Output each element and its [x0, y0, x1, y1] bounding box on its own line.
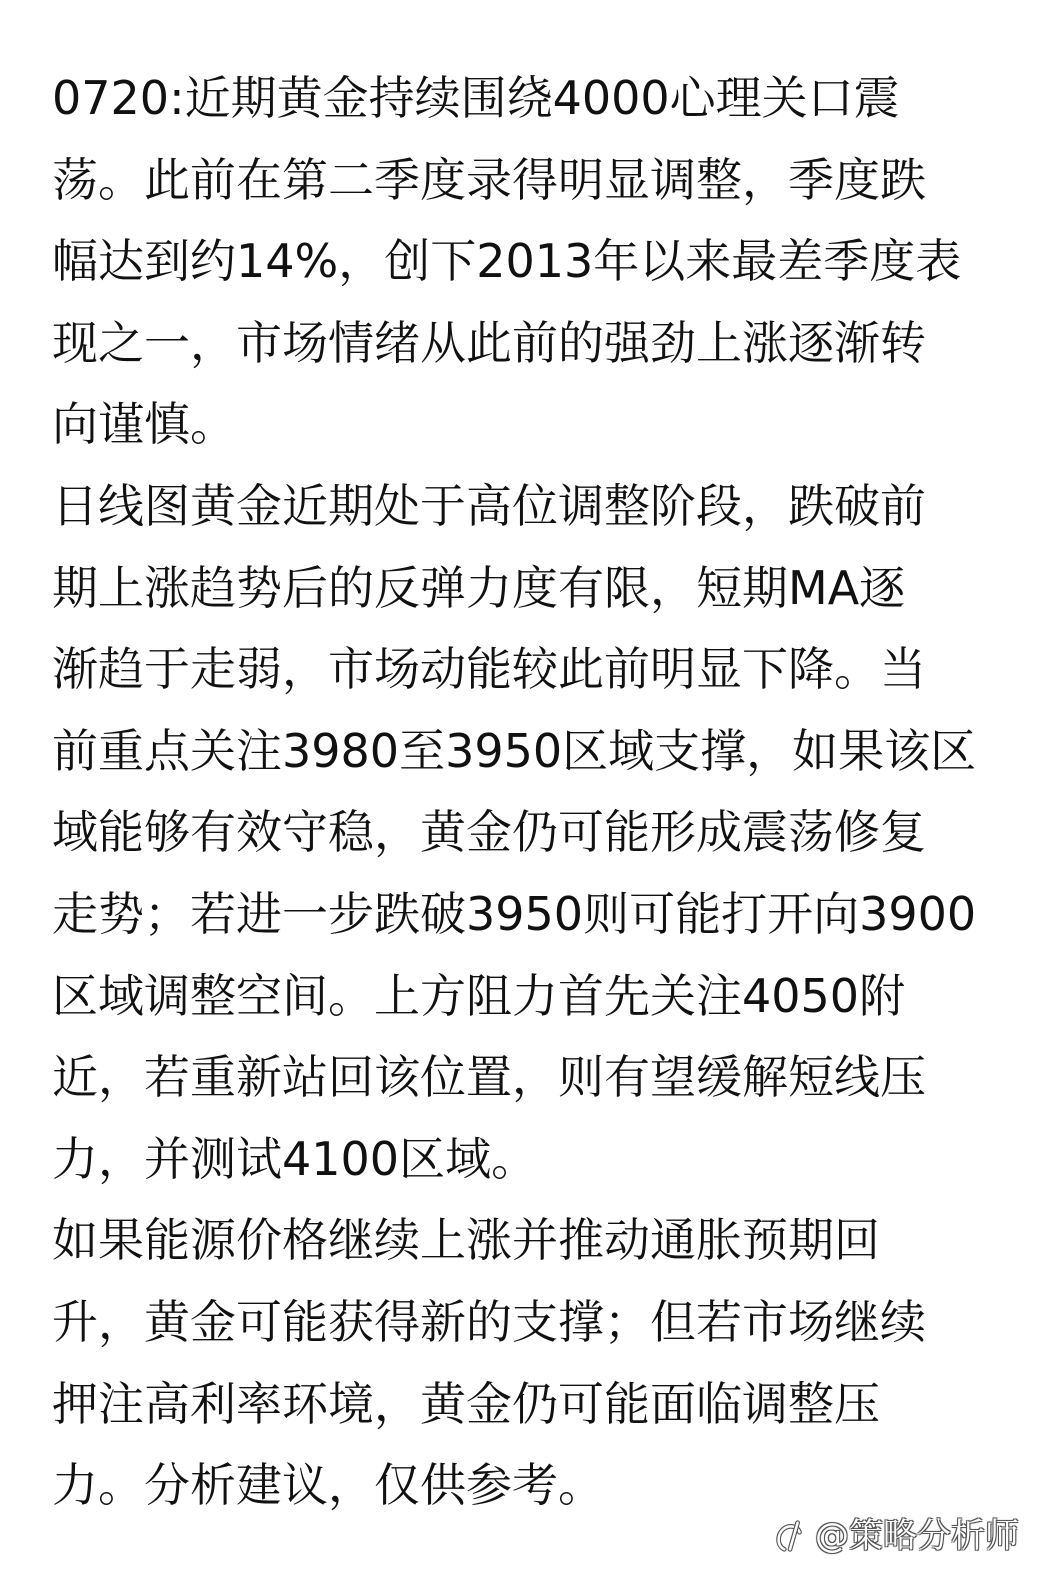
- article-line: 0720:近期黄金持续围绕4000心理关口震: [52, 71, 900, 125]
- article-line: 如果能源价格继续上涨并推动通胀预期回: [52, 1213, 880, 1268]
- article-body: [52, 58, 992, 1527]
- article-line: 前重点关注3980至3950区域支撑，如果该区: [52, 723, 977, 778]
- watermark: [771, 1516, 1019, 1556]
- article-line: 力，并测试4100区域。: [52, 1131, 538, 1186]
- article-line: 向谨慎。: [52, 397, 236, 452]
- article-line: 走势；若进一步跌破3950则可能打开向3900: [52, 886, 977, 941]
- article-line: 现之一，市场情绪从此前的强劲上涨逐渐转: [52, 315, 926, 370]
- article-line: 升，黄金可能获得新的支撑；但若市场继续: [52, 1294, 926, 1349]
- article-line: 荡。此前在第二季度录得明显调整，季度跌: [52, 152, 926, 207]
- article-line: 日线图黄金近期处于高位调整阶段，跌破前: [52, 478, 926, 533]
- article-line: 域能够有效守稳，黄金仍可能形成震荡修复: [52, 805, 926, 860]
- article-line: 近，若重新站回该位置，则有望缓解短线压: [52, 1050, 926, 1105]
- article-line: 期上涨趋势后的反弹力度有限，短期MA逐: [52, 560, 906, 615]
- article-line: 押注高利率环境，黄金仍可能面临调整压: [52, 1376, 880, 1431]
- platform-logo-icon: [771, 1517, 809, 1555]
- article-line: 力。分析建议，仅供参考。: [52, 1458, 604, 1513]
- article-line: 区域调整空间。上方阻力首先关注4050附: [52, 968, 906, 1023]
- article-line: 幅达到约14%，创下2013年以来最差季度表: [52, 234, 962, 289]
- article-line: 渐趋于走弱，市场动能较此前明显下降。当: [52, 642, 926, 697]
- watermark-text: @策略分析师: [815, 1516, 1019, 1556]
